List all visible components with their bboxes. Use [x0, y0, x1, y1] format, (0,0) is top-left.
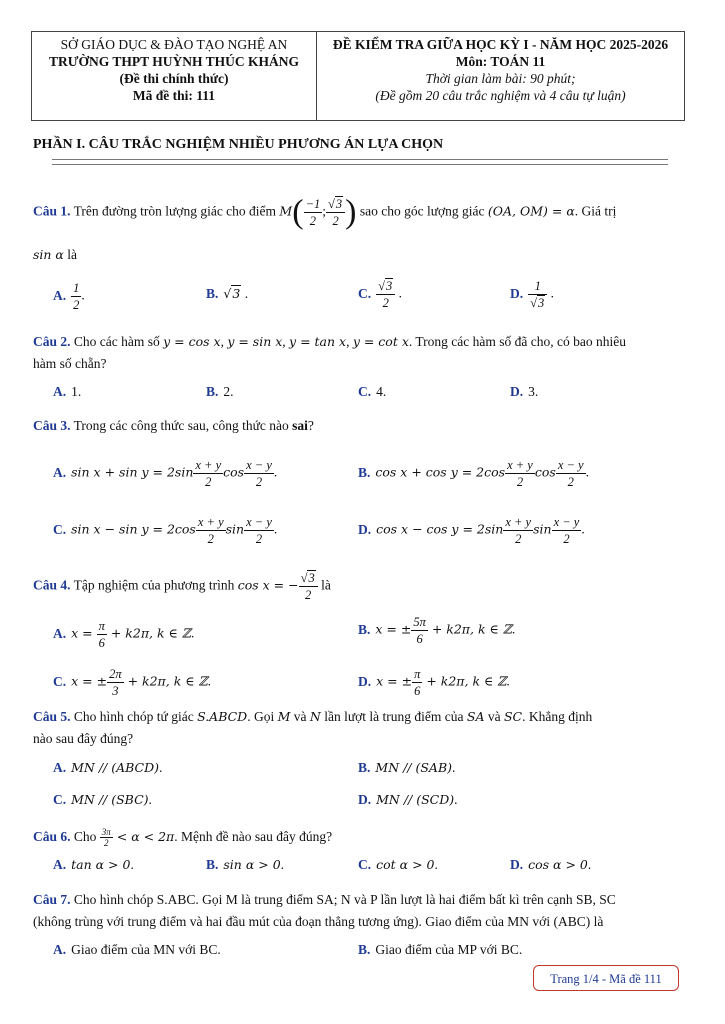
- department: SỞ GIÁO DỤC & ĐÀO TẠO NGHỆ AN: [60, 37, 288, 52]
- question-text: Tập nghiệm của phương trình: [73, 577, 235, 593]
- section-title: PHẦN I. CÂU TRẮC NGHIỆM NHIỀU PHƯƠNG ÁN LỰA CHỌN: [33, 137, 444, 152]
- option-6b[interactable]: B. sin α > 0.: [206, 857, 285, 872]
- option-5a[interactable]: A. MN // (ABCD).: [53, 760, 163, 775]
- option-2b[interactable]: B. 2.: [206, 384, 234, 399]
- question-label: Câu 5.: [33, 709, 71, 724]
- question-2: Câu 2. Cho các hàm số y = cos x, y = sin x, y = tan x, y = cot x. Trong các hàm số đã cho, có bao nhiêu hàm số chẵn?: [33, 334, 626, 371]
- option-4b[interactable]: B. x = ± $\frac{5\pi}{6}$ + k2π, k ∈ ℤ.: [358, 615, 516, 646]
- question-label: Câu 2.: [33, 334, 71, 349]
- question-text: Cho hình chóp S.ABC. Gọi M là trung điểm SA; N và P lần lượt là hai điểm bất kì trên cạnh SB, SC: [73, 892, 616, 907]
- option-7b[interactable]: B. Giao điểm của MP với BC.: [358, 942, 523, 957]
- question-text: là: [67, 247, 78, 262]
- exam-header: [31, 31, 685, 121]
- question-3: Câu 3. Trong các công thức sau, công thức nào sai?: [33, 418, 314, 433]
- option-1b[interactable]: B. √3 .: [206, 286, 249, 301]
- emphasis-word: sai: [292, 418, 308, 433]
- question-text: Cho các hàm số: [73, 334, 160, 349]
- exam-structure: (Đề gồm 20 câu trắc nghiệm và 4 câu tự luận): [375, 88, 626, 103]
- option-2a[interactable]: A. 1.: [53, 384, 82, 399]
- question-text: (không trùng với trung điểm và hai đầu mút của đoạn thẳng tương ứng). Giao điểm của MN với (ABC) là: [33, 914, 604, 929]
- header-left: [32, 32, 317, 120]
- option-4c[interactable]: C. x = ± $\frac{2\pi}{3}$ + k2π, k ∈ ℤ.: [53, 667, 211, 698]
- question-1: Câu 1. Trên đường tròn lượng giác cho điểm M( $\frac{-1}{2}$ ; $\frac{√3}{2}$ ) sao cho góc lượng giác (OA, OM) = α. Giá trị: [33, 193, 617, 231]
- option-3b[interactable]: B. cos x + cos y = 2cos $\frac{x + y}{2}$ cos $\frac{x - y}{2}$ .: [358, 458, 589, 489]
- question-text: sao cho góc lượng giác: [359, 203, 485, 219]
- option-5c[interactable]: C. MN // (SBC).: [53, 792, 152, 807]
- option-6d[interactable]: D. cos α > 0.: [510, 857, 592, 872]
- question-text: . Giá trị: [574, 203, 617, 219]
- question-5: Câu 5. Cho hình chóp tứ giác S.ABCD. Gọi M và N lần lượt là trung điểm của SA và SC. Khẳng định nào sau đây đúng?: [33, 709, 593, 746]
- option-1c[interactable]: C. $\frac{√3}{2}$ .: [358, 279, 402, 310]
- question-7: [33, 889, 685, 933]
- question-label: Câu 4.: [33, 577, 71, 593]
- option-4a[interactable]: A. x = $\frac{\pi}{6}$ + k2π, k ∈ ℤ.: [53, 619, 195, 650]
- question-text: Trong các công thức sau, công thức nào: [73, 418, 289, 433]
- option-2c[interactable]: C. 4.: [358, 384, 387, 399]
- school-name: TRƯỜNG THPT HUỲNH THÚC KHÁNG: [48, 54, 300, 69]
- subject: Môn: TOÁN 11: [455, 54, 546, 69]
- question-label: Câu 3.: [33, 418, 71, 433]
- exam-title: ĐỀ KIỂM TRA GIỮA HỌC KỲ I - NĂM HỌC 2025-2026: [332, 37, 669, 52]
- question-4: Câu 4. Tập nghiệm của phương trình cos x = − $\frac{√3}{2}$ là: [33, 571, 331, 602]
- option-4d[interactable]: D. x = ± $\frac{\pi}{6}$ + k2π, k ∈ ℤ.: [358, 667, 510, 698]
- question-label: Câu 6.: [33, 829, 71, 844]
- option-1a[interactable]: A. $\frac{1}{2}$ .: [53, 281, 85, 312]
- question-label: Câu 7.: [33, 892, 71, 907]
- option-5d[interactable]: D. MN // (SCD).: [358, 792, 458, 807]
- page-footer: Trang 1/4 - Mã đề 111: [533, 965, 679, 991]
- option-1d[interactable]: D. $\frac{1}{√3}$ .: [510, 279, 554, 310]
- question-1-cont: sin α là: [33, 247, 78, 262]
- official-note: (Đề thi chính thức): [119, 71, 229, 86]
- option-6a[interactable]: A. tan α > 0.: [53, 857, 134, 872]
- exam-code: Mã đề thi: 111: [132, 88, 216, 103]
- question-label: Câu 1.: [33, 203, 71, 219]
- option-6c[interactable]: C. cot α > 0.: [358, 857, 438, 872]
- option-5b[interactable]: B. MN // (SAB).: [358, 760, 456, 775]
- question-text: Trên đường tròn lượng giác cho điểm: [73, 203, 277, 219]
- option-3d[interactable]: D. cos x − cos y = 2sin $\frac{x + y}{2}$ sin $\frac{x - y}{2}$ .: [358, 515, 585, 546]
- option-2d[interactable]: D. 3.: [510, 384, 539, 399]
- question-text: . Trong các hàm số đã cho, có bao nhiêu: [408, 334, 626, 349]
- option-3a[interactable]: A. sin x + sin y = 2sin $\frac{x + y}{2}$ cos $\frac{x - y}{2}$ .: [53, 458, 278, 489]
- option-7a[interactable]: A. Giao điểm của MN với BC.: [53, 942, 221, 957]
- question-text: hàm số chẵn?: [33, 356, 107, 371]
- exam-time: Thời gian làm bài: 90 phút;: [425, 71, 576, 86]
- question-6: Câu 6. Cho $\frac{3\pi}{2}$ < α < 2π. Mệnh đề nào sau đây đúng?: [33, 827, 333, 849]
- header-right: [317, 32, 684, 120]
- option-3c[interactable]: C. sin x − sin y = 2cos $\frac{x + y}{2}$ sin $\frac{x - y}{2}$ .: [53, 515, 278, 546]
- double-rule-divider: [52, 159, 668, 165]
